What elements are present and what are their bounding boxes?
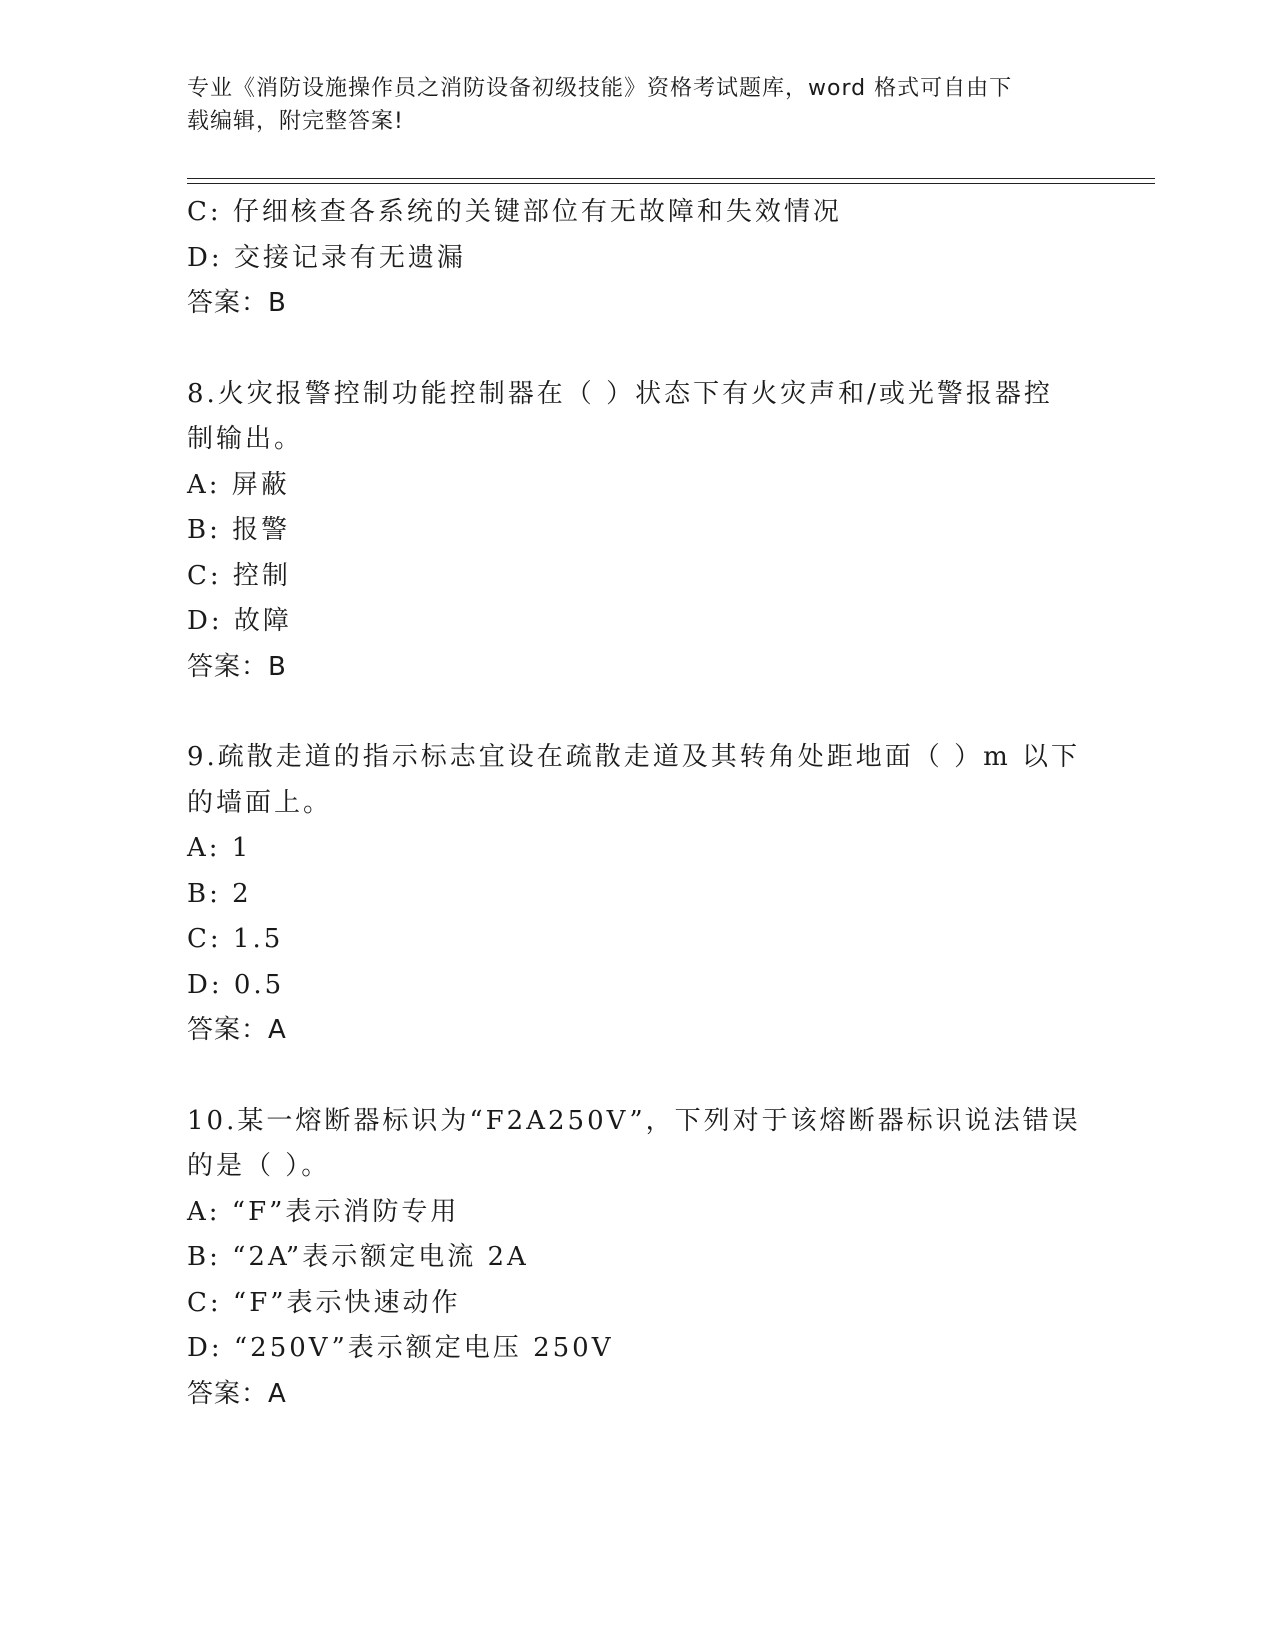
option-d: D: 0.5 [187, 969, 285, 1000]
header-divider-top [187, 178, 1155, 179]
option-c: C: 控制 [187, 560, 291, 591]
option-c: C: 仔细核查各系统的关键部位有无故障和失效情况 [187, 197, 842, 227]
answer-text: 答案：A [187, 1378, 287, 1409]
option-c: C: 1.5 [187, 924, 284, 954]
option-d: D: 故障 [187, 606, 292, 636]
spacer [187, 1054, 1087, 1099]
option-a: A: “F”表示消防专用 [187, 1196, 460, 1227]
question-8 [187, 372, 1087, 691]
previous-question [187, 190, 1087, 327]
option-b: B: 2 [187, 878, 252, 909]
question-stem-line-2: 的墙面上。 [187, 787, 333, 818]
option-c: C: “F”表示快速动作 [187, 1287, 461, 1318]
question-9 [187, 735, 1087, 1054]
question-stem-line-2: 制输出。 [187, 424, 304, 454]
question-stem-line-1: 9.疏散走道的指示标志宜设在疏散走道及其转角处距地面（ ）m 以下 [187, 742, 1080, 772]
question-stem-line-1: 8.火灾报警控制功能控制器在（ ）状态下有火灾声和/或光警报器控 [187, 378, 1053, 409]
document-header [187, 72, 1087, 138]
question-10 [187, 1099, 1087, 1418]
header-text-line-1: 专业《消防设施操作员之消防设备初级技能》资格考试题库，word 格式可自由下 [187, 76, 1013, 101]
option-a: A: 屏蔽 [187, 469, 290, 500]
option-a: A: 1 [187, 833, 252, 863]
spacer [187, 327, 1087, 372]
header-text-line-2: 载编辑，附完整答案! [187, 109, 404, 134]
question-stem-line-1: 10.某一熔断器标识为“F2A250V”，下列对于该熔断器标识说法错误 [187, 1105, 1081, 1136]
answer-text: 答案：B [187, 651, 287, 682]
option-b: B: 报警 [187, 515, 291, 545]
answer-text: 答案：B [187, 288, 287, 318]
header-divider-bottom [187, 183, 1155, 184]
option-b: B: “2A”表示额定电流 2A [187, 1242, 529, 1272]
question-stem-line-2: 的是（ ）。 [187, 1151, 331, 1181]
answer-text: 答案：A [187, 1015, 287, 1045]
option-d: D: “250V”表示额定电压 250V [187, 1333, 614, 1363]
question-list [187, 190, 1087, 1417]
option-d: D: 交接记录有无遗漏 [187, 242, 466, 273]
spacer [187, 690, 1087, 735]
